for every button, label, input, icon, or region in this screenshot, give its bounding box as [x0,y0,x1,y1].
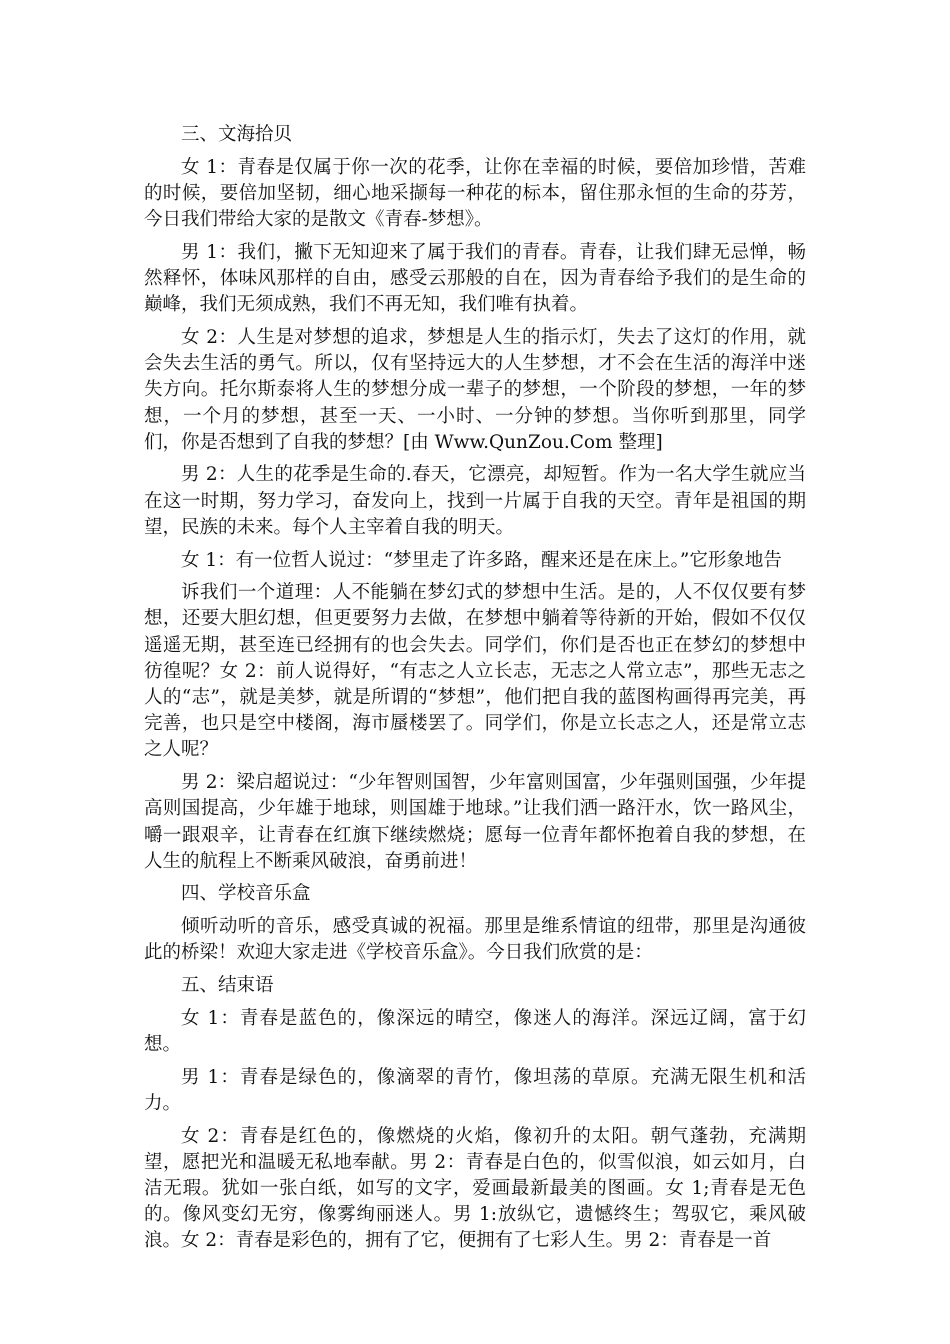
section-heading-4: 四、学校音乐盒 [181,883,311,905]
paragraph-continuation: 诉我们一个道理：人不能躺在梦幻式的梦想中生活。是的，人不仅仅要有梦想，还要大胆幻想，但更要努力去做，在梦想中躺着等待新的开始，假如不仅仅遥遥无期，甚至连已经拥有的也会失去。同学们，你们是否也正在梦幻的梦想中彷徨呢？女 2：前人说得好，“有志之人立长志，无志之人常立志”，那些无志之人的“志”，就是美梦，就是所谓的“梦想”，他们把自我的蓝图构画得再完美，再完善，也只是空中楼阁，海市蜃楼罢了。同学们，你是立长志之人，还是常立志之人呢？ [144,582,806,761]
paragraph-male2-liangqichao: 男 2：梁启超说过：“少年智则国智，少年富则国富，少年强则国强，少年提高则国提高，少年雄于地球，则国雄于地球。”让我们洒一路汗水，饮一路风尘，嚼一跟艰辛，让青春在红旗下继续燃烧；愿每一位青年都怀抱着自我的梦想，在人生的航程上不断乘风破浪，奋勇前进！ [144,772,806,872]
paragraph-male1-youth: 男 1：我们，撇下无知迎来了属于我们的青春。青春，让我们肆无忌惮，畅然释怀，体味风那样的自由，感受云那般的自在，因为青春给予我们的是生命的巅峰，我们无须成熟，我们不再无知，我们唯有执着。 [144,241,806,316]
paragraph-blue-youth: 女 1：青春是蓝色的，像深远的晴空，像迷人的海洋。深远辽阔，富于幻想。 [144,1007,806,1055]
paragraph-female1-intro: 女 1：青春是仅属于你一次的花季，让你在幸福的时候，要倍加珍惜，苦难的时候，要倍加坚韧，细心地采撷每一种花的标本，留住那永恒的生命的芬芳，今日我们带给大家的是散文《青春-梦想》。 [144,156,806,231]
section-heading-3: 三、文海拾贝 [181,124,293,145]
document-page [144,122,806,1261]
section-heading-5: 五、结束语 [181,975,274,997]
paragraph-green-youth: 男 1：青春是绿色的，像滴翠的青竹，像坦荡的草原。充满无限生机和活力。 [144,1066,806,1114]
paragraph-female1-philosopher: 女 1：有一位哲人说过：“梦里走了许多路，醒来还是在床上。”它形象地告 [181,549,782,571]
paragraph-male2-spring: 男 2：人生的花季是生命的.春天，它漂亮，却短暂。作为一名大学生就应当在这一时期，努力学习，奋发向上，找到一片属于自我的天空。青年是祖国的期望，民族的未来。每个人主宰着自我的明天。 [144,464,806,538]
paragraph-female2-dream: 女 2：人生是对梦想的追求，梦想是人生的指示灯，失去了这灯的作用，就会失去生活的勇气。所以，仅有坚持远大的人生梦想，才不会在生活的海洋中迷失方向。托尔斯泰将人生的梦想分成一辈子的梦想，一个阶段的梦想，一年的梦想，一个月的梦想，甚至一天、一小时、一分钟的梦想。当你听到那里，同学们，你是否想到了自我的梦想？[由 Www.QunZou.Com 整理] [144,326,806,453]
paragraph-music-box: 倾听动听的音乐，感受真诚的祝福。那里是维系情谊的纽带，那里是沟通彼此的桥梁！欢迎大家走进《学校音乐盒》。今日我们欣赏的是： [144,916,806,964]
paragraph-red-youth: 女 2：青春是红色的，像燃烧的火焰，像初升的太阳。朝气蓬勃，充满期望，愿把光和温暖无私地奉献。男 2：青春是白色的，似雪似浪，如云如月，白洁无瑕。犹如一张白纸，如写的文字，爱画最新最美的图画。女 1;青春是无色的。像风变幻无穷，像雾绚丽迷人。男 1:放纵它，遗憾终生；驾驭它，乘风破浪。女 2：青春是彩色的，拥有了它，便拥有了七彩人生。男 2：青春是一首 [144,1125,806,1252]
